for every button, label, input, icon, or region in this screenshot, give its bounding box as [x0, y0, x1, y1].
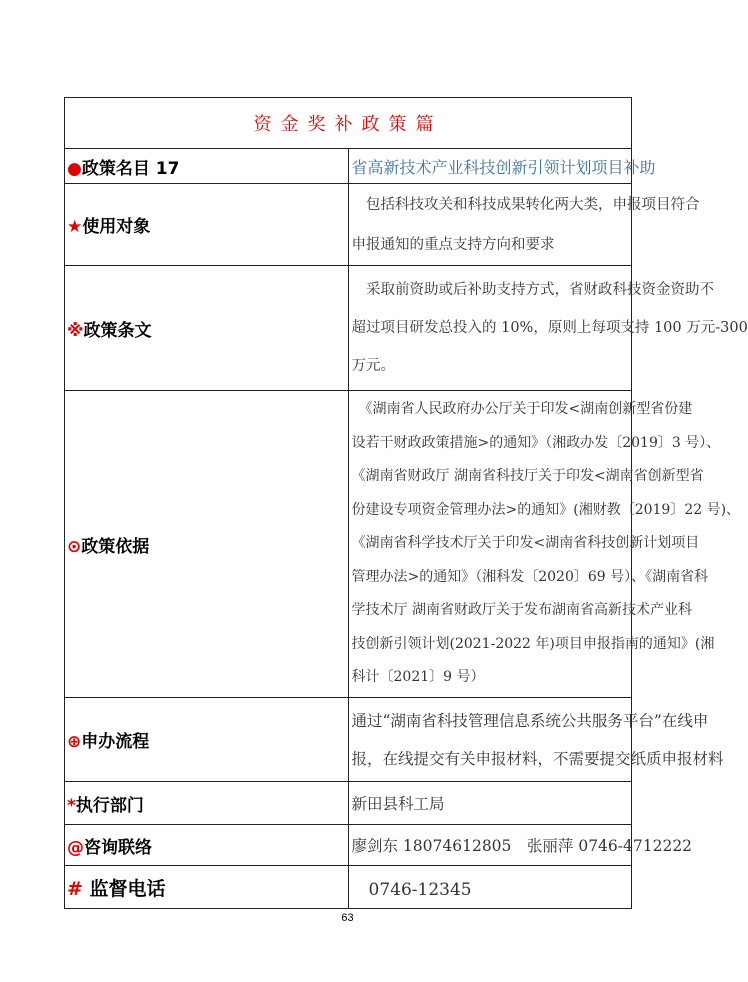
hash-icon: # [67, 877, 83, 900]
policy-table [64, 97, 748, 909]
page-number: 63 [341, 912, 354, 924]
at-icon: @ [67, 837, 84, 858]
text-line: 采取前资助或后补助支持方式，省财政科技资金资助不 [351, 282, 714, 298]
clause-value [348, 266, 748, 391]
text-line: 万元。 [351, 358, 395, 374]
text-line: 设若干财政政策措施>的通知》（湘政办发〔2019〕3 号）、 [351, 434, 721, 451]
label-process [65, 698, 349, 782]
text-line: 科计〔2021〕9 号） [351, 669, 485, 686]
policy-name-value [348, 149, 656, 184]
label-text: 使用对象 [82, 217, 151, 237]
label-basis [65, 391, 349, 698]
text-line: 技创新引领计划(2021-2022 年)项目申报指南的通知》(湘 [351, 635, 715, 652]
supervise-value [348, 866, 632, 909]
text-line: 份建设专项资金管理办法>的通知》(湘财教〔2019〕22 号)、 [351, 501, 741, 518]
label-text: 监督电话 [82, 877, 166, 900]
basis-value [348, 391, 741, 698]
label-text: 咨询联络 [84, 837, 152, 858]
circled-plus-icon: ⊕ [67, 732, 82, 752]
asterisk-icon: * [67, 795, 76, 816]
label-policy-name [65, 149, 349, 184]
label-target [65, 184, 349, 266]
text-line: 管理办法>的通知》（湘科发〔2020〕69 号）、《湖南省科 [351, 568, 709, 585]
text-line: 报，在线提交有关申报材料，不需要提交纸质申报材料 [351, 749, 724, 768]
circled-dot-icon: ⊙ [67, 536, 82, 557]
red-dot-icon: ● [67, 158, 82, 179]
label-contact [65, 825, 349, 866]
text-line: 《湖南省人民政府办公厅关于印发<湖南创新型省份建 [351, 401, 693, 418]
reference-mark-icon: ※ [67, 320, 84, 341]
label-text: 申办流程 [81, 732, 150, 752]
label-clause [65, 266, 349, 391]
text-line: 0746-12345 [351, 879, 472, 900]
label-text: 政策名目 17 [81, 158, 180, 179]
label-text: 政策条文 [83, 320, 152, 341]
process-value [348, 698, 724, 782]
text-line: 《湖南省财政厅 湖南省科技厅关于印发<湖南省创新型省 [351, 468, 704, 485]
target-value [348, 184, 700, 266]
contact-value [348, 825, 693, 866]
text-line: 廖剑东 18074612805 张丽萍 0746-4712222 [351, 837, 693, 855]
text-line: 申报通知的重点支持方向和要求 [351, 236, 555, 253]
text-line: 新田县科工局 [351, 795, 445, 813]
label-text: 执行部门 [75, 795, 144, 816]
dept-value [348, 782, 632, 825]
label-text: 政策依据 [81, 536, 150, 557]
text-line: 通过“湖南省科技管理信息系统公共服务平台”在线申 [351, 711, 709, 730]
text-line: 包括科技攻关和科技成果转化两大类，申报项目符合 [351, 196, 700, 213]
star-icon: ★ [67, 217, 83, 237]
text-line: 《湖南省科学技术厅关于印发<湖南省科技创新计划项目 [351, 535, 700, 552]
text-line: 学技术厅 湖南省财政厅关于发布湖南省高新技术产业科 [351, 602, 692, 619]
text-line: 省高新技术产业科技创新引领计划项目补助 [351, 157, 656, 177]
section-title: 资金奖补政策篇 [65, 98, 632, 149]
label-supervise [65, 866, 349, 909]
label-dept [65, 782, 349, 825]
text-line: 超过项目研发总投入的 10%，原则上每项支持 100 万元-300 [351, 320, 748, 336]
